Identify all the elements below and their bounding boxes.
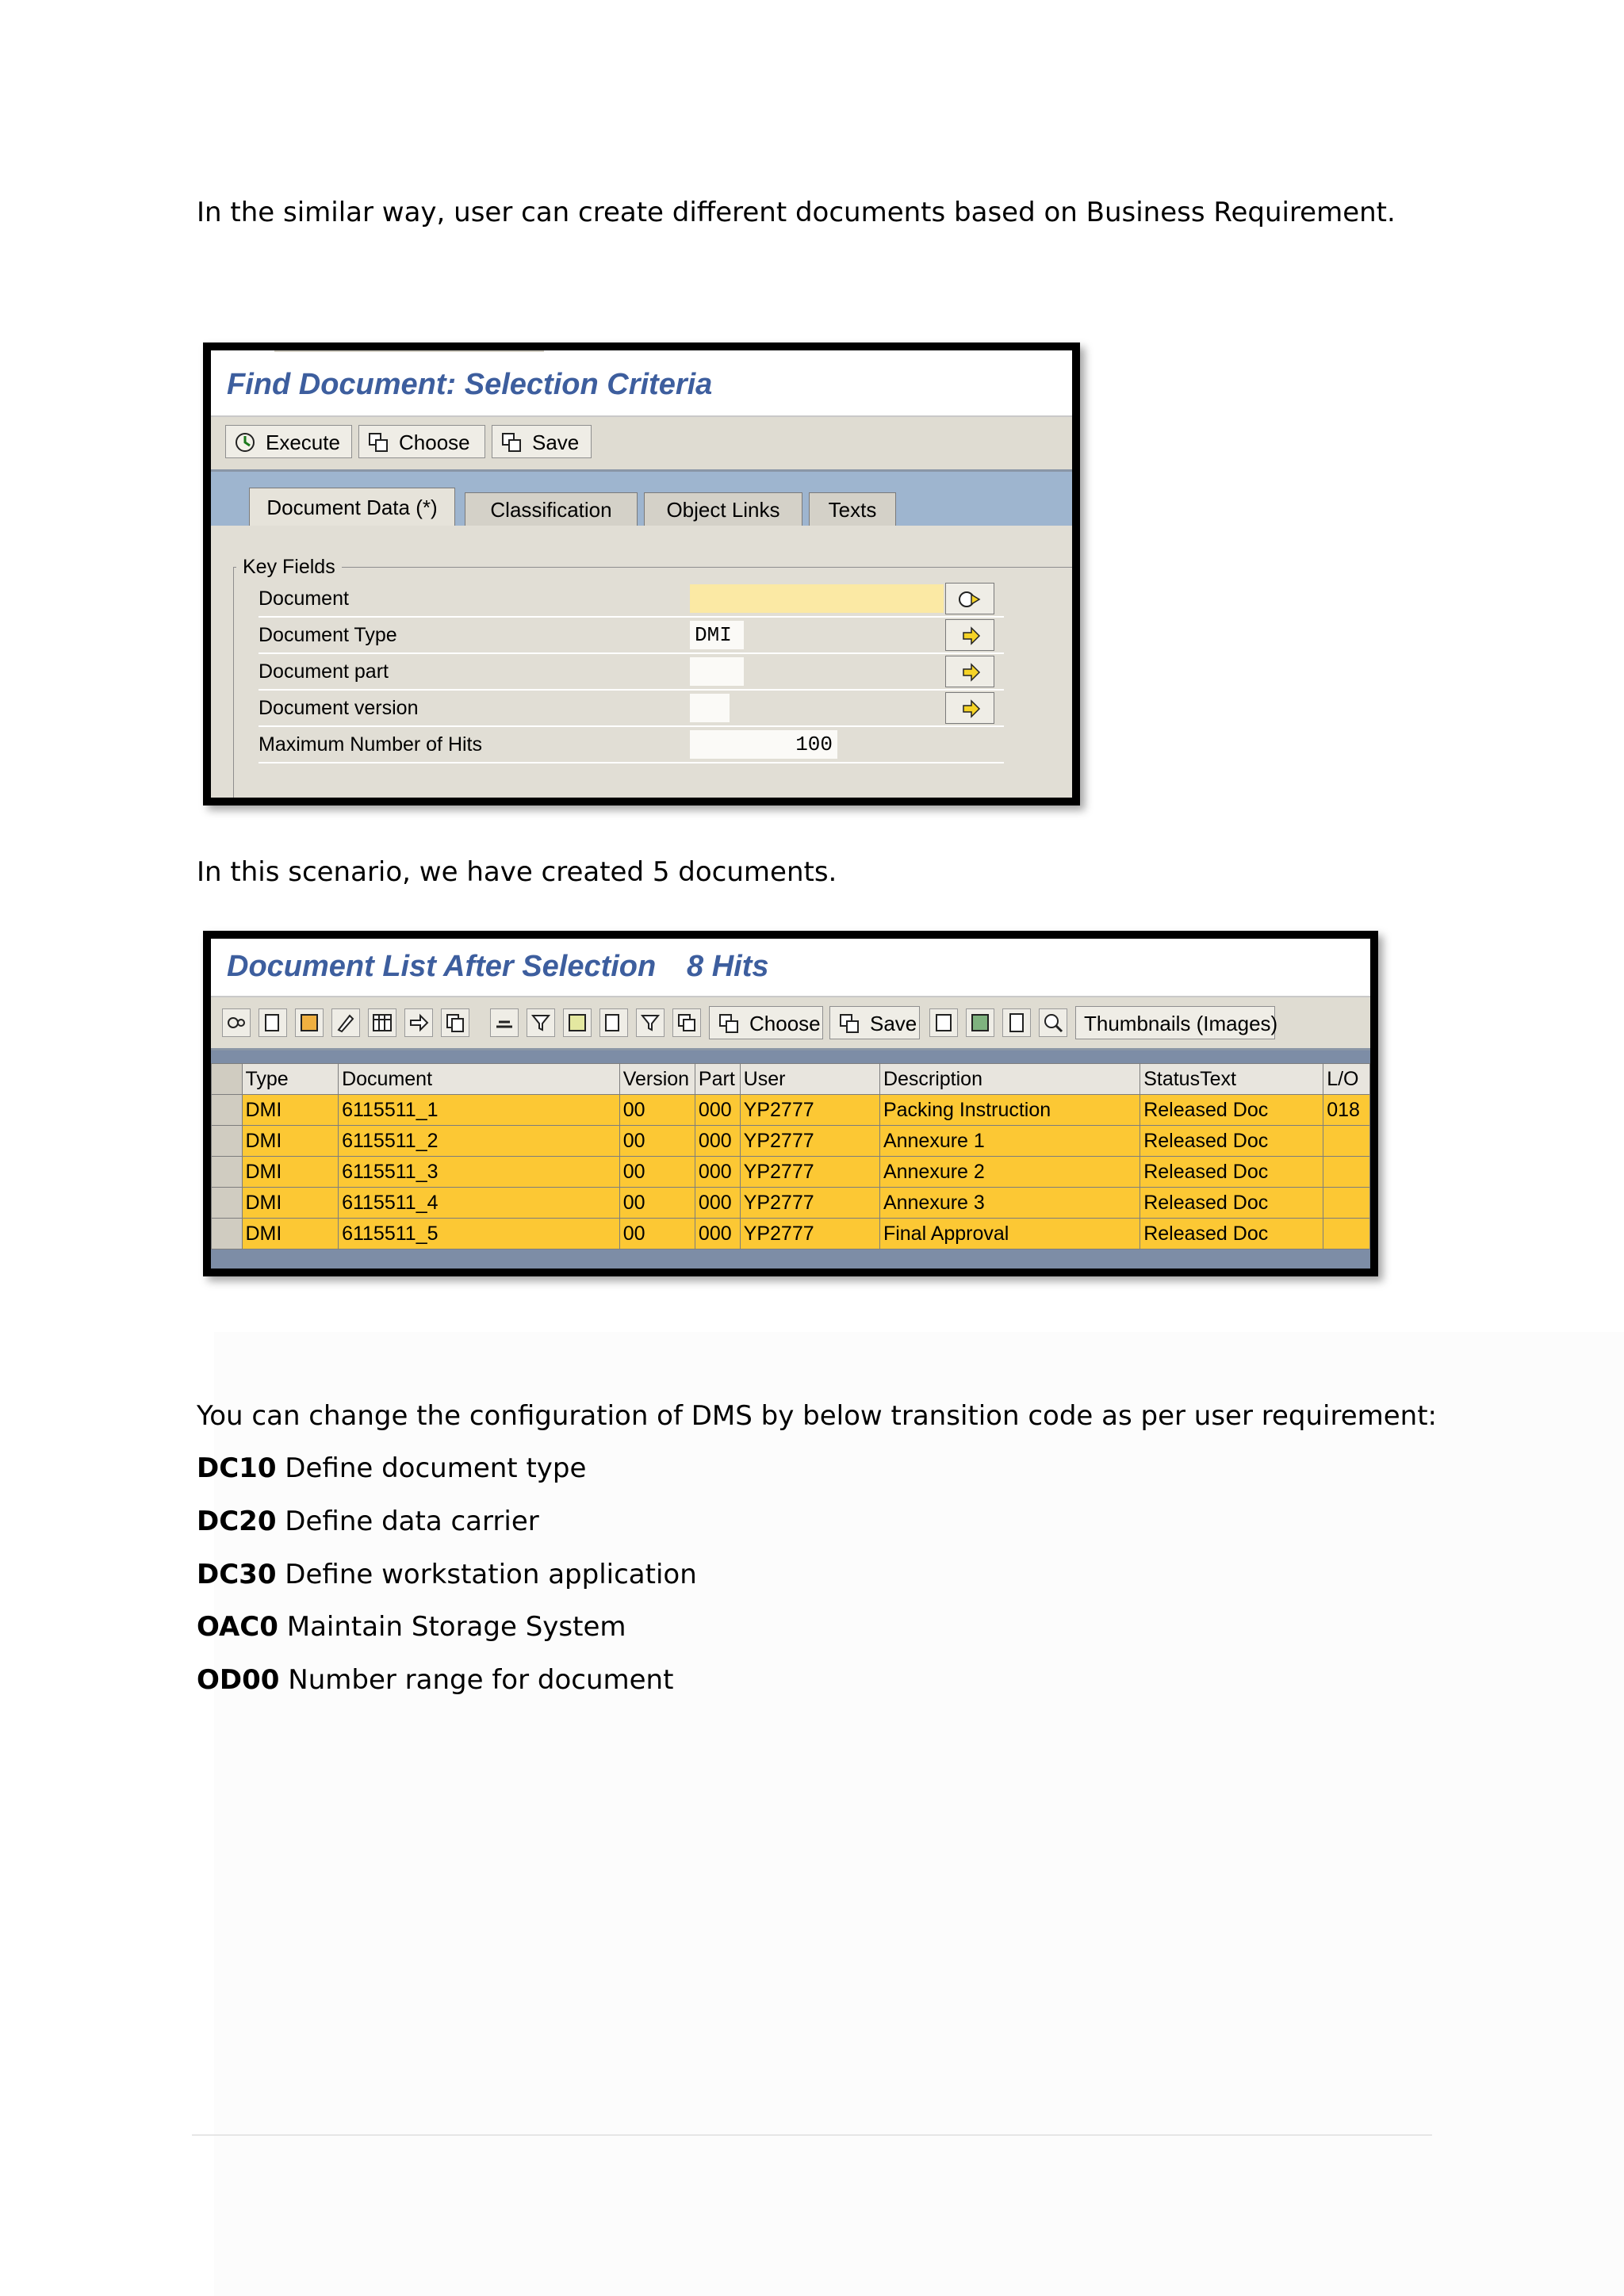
max-hits-input[interactable] (690, 730, 837, 759)
save-icon (838, 1012, 860, 1035)
cell-description: Packing Instruction (879, 1095, 1139, 1126)
export-icon[interactable] (599, 1008, 628, 1037)
layout-icon[interactable] (563, 1008, 592, 1037)
transaction-item (197, 1506, 539, 1537)
column-header-version[interactable]: Version (619, 1064, 695, 1095)
field-row-document-version (259, 691, 1004, 727)
max-hits-label: Maximum Number of Hits (259, 733, 482, 756)
transaction-item (197, 1559, 697, 1590)
cell-user: YP2777 (740, 1219, 879, 1249)
cell-version: 00 (619, 1219, 695, 1249)
choose-icon (718, 1012, 740, 1035)
cell-document[interactable]: 6115511_4 (339, 1188, 620, 1219)
change-pencil-icon[interactable] (331, 1008, 360, 1037)
document-hit-list-table (211, 1063, 1370, 1249)
page-title: Find Document: Selection Criteria (227, 368, 713, 401)
cell-part: 000 (695, 1219, 740, 1249)
cell-version: 00 (619, 1126, 695, 1157)
intro-paragraph: In the similar way, user can create different documents based on Business Requirement. (197, 197, 1396, 228)
cell-user: YP2777 (740, 1095, 879, 1126)
cell-statustext: Released Doc (1140, 1157, 1323, 1188)
execute-button[interactable] (225, 425, 352, 458)
table-row[interactable] (212, 1126, 1370, 1157)
detail-icon[interactable] (222, 1008, 251, 1037)
cell-document[interactable]: 6115511_1 (339, 1095, 620, 1126)
document-type-multiple-selection-button[interactable] (945, 619, 994, 651)
document-part-input[interactable] (690, 657, 744, 686)
document-list-titlebar (211, 939, 1370, 997)
transaction-code: OD00 (197, 1664, 280, 1696)
application-toolbar (211, 417, 1072, 472)
transaction-code: DC30 (197, 1559, 277, 1590)
table-row[interactable] (212, 1219, 1370, 1249)
cell-version: 00 (619, 1188, 695, 1219)
field-row-document (259, 581, 1004, 618)
transaction-description: Define document type (276, 1452, 587, 1484)
document-part-multiple-selection-button[interactable] (945, 656, 994, 687)
cell-lo: 018 (1323, 1095, 1370, 1126)
multiple-selection-icon (959, 698, 982, 720)
tab-strip (211, 472, 1072, 526)
save-label: Save (532, 430, 580, 454)
document-version-input[interactable] (690, 694, 730, 722)
transaction-item (197, 1611, 626, 1643)
transaction-description: Number range for document (279, 1664, 674, 1696)
filter-icon[interactable] (527, 1008, 555, 1037)
save-button[interactable] (492, 425, 592, 458)
cell-type: DMI (242, 1126, 339, 1157)
sort-icon[interactable] (490, 1008, 519, 1037)
cell-version: 00 (619, 1157, 695, 1188)
document-input[interactable] (690, 584, 944, 613)
column-header-part[interactable]: Part (695, 1064, 740, 1095)
cell-description: Annexure 2 (879, 1157, 1139, 1188)
table-row[interactable] (212, 1157, 1370, 1188)
row-selector[interactable] (212, 1188, 243, 1219)
cell-part: 000 (695, 1126, 740, 1157)
field-row-document-type (259, 618, 1004, 654)
cell-lo (1323, 1188, 1370, 1219)
column-header-document[interactable]: Document (339, 1064, 620, 1095)
document-version-label: Document version (259, 697, 419, 719)
transaction-code: OAC0 (197, 1611, 278, 1643)
copy-icon[interactable] (441, 1008, 469, 1037)
cell-type: DMI (242, 1157, 339, 1188)
choose-button[interactable] (358, 425, 485, 458)
cell-lo (1323, 1157, 1370, 1188)
cell-statustext: Released Doc (1140, 1095, 1323, 1126)
column-header-statustext[interactable]: StatusText (1140, 1064, 1323, 1095)
document-multiple-selection-button[interactable] (945, 583, 994, 614)
transaction-item (197, 1452, 586, 1484)
thumbnails-button[interactable]: Thumbnails (Images) (1075, 1006, 1275, 1039)
cell-document[interactable]: 6115511_3 (339, 1157, 620, 1188)
column-header-description[interactable]: Description (879, 1064, 1139, 1095)
column-header-lo[interactable]: L/O (1323, 1064, 1370, 1095)
views-icon[interactable] (672, 1008, 701, 1037)
field-row-max-hits (259, 727, 1004, 763)
list-toolbar (211, 997, 1370, 1050)
cell-statustext: Released Doc (1140, 1126, 1323, 1157)
document-part-label: Document part (259, 660, 389, 683)
choose-button[interactable] (709, 1006, 823, 1039)
check-out-icon[interactable] (966, 1008, 994, 1037)
cell-lo (1323, 1126, 1370, 1157)
cell-description: Annexure 1 (879, 1126, 1139, 1157)
cell-description: Final Approval (879, 1219, 1139, 1249)
originals-icon[interactable] (929, 1008, 958, 1037)
cell-document[interactable]: 6115511_5 (339, 1219, 620, 1249)
cell-statustext: Released Doc (1140, 1188, 1323, 1219)
execute-label: Execute (266, 430, 340, 454)
row-selector[interactable] (212, 1126, 243, 1157)
page-title: Document List After Selection (227, 950, 657, 983)
cell-lo (1323, 1219, 1370, 1249)
display-document-icon[interactable] (295, 1008, 324, 1037)
choose-label: Choose (749, 1012, 821, 1035)
field-row-document-part (259, 654, 1004, 691)
multiple-selection-icon (959, 625, 982, 647)
save-label: Save (870, 1012, 917, 1035)
hit-list-grid (211, 1050, 1370, 1269)
cell-statustext: Released Doc (1140, 1219, 1323, 1249)
transaction-code: DC10 (197, 1452, 277, 1484)
tab-texts[interactable]: Texts (809, 492, 896, 526)
tab-document-data[interactable]: Document Data (*) (249, 488, 455, 526)
transaction-description: Define workstation application (276, 1559, 697, 1590)
row-selector[interactable] (212, 1095, 243, 1126)
viewer-icon[interactable] (1039, 1008, 1067, 1037)
cell-part: 000 (695, 1095, 740, 1126)
hits-count: 8 Hits (687, 950, 769, 983)
multiple-selection-icon (959, 661, 982, 683)
document-version-multiple-selection-button[interactable] (945, 692, 994, 724)
cell-type: DMI (242, 1188, 339, 1219)
select-all-icon[interactable] (212, 1064, 243, 1095)
tab-object-links[interactable]: Object Links (644, 492, 802, 526)
document-label: Document (259, 587, 349, 610)
key-fields-rows (259, 581, 1072, 771)
execute-icon (234, 431, 256, 453)
cell-user: YP2777 (740, 1126, 879, 1157)
save-icon (500, 431, 523, 453)
choose-icon (367, 431, 389, 453)
choose-label: Choose (399, 430, 470, 454)
table-row[interactable] (212, 1188, 1370, 1219)
row-selector[interactable] (212, 1157, 243, 1188)
document-type-label: Document Type (259, 624, 397, 646)
cell-description: Annexure 3 (879, 1188, 1139, 1219)
row-selector[interactable] (212, 1219, 243, 1249)
document-type-input[interactable] (690, 621, 744, 649)
footer-divider (192, 2134, 1432, 2136)
find-document-screenshot (203, 342, 1080, 806)
table-icon[interactable] (368, 1008, 396, 1037)
calculator-icon[interactable] (1002, 1008, 1031, 1037)
cell-type: DMI (242, 1219, 339, 1249)
filter-set-icon[interactable] (636, 1008, 665, 1037)
tab-classification[interactable]: Classification (465, 492, 638, 526)
multiple-selection-icon (959, 588, 982, 610)
config-intro-paragraph: You can change the configuration of DMS by below transition code as per user requirement: (197, 1400, 1437, 1432)
cell-part: 000 (695, 1157, 740, 1188)
key-fields-label: Key Fields (236, 556, 342, 579)
cell-user: YP2777 (740, 1188, 879, 1219)
cell-version: 00 (619, 1095, 695, 1126)
column-header-user[interactable]: User (740, 1064, 879, 1095)
cell-document[interactable]: 6115511_2 (339, 1126, 620, 1157)
print-icon[interactable] (259, 1008, 287, 1037)
cell-user: YP2777 (740, 1157, 879, 1188)
transaction-description: Define data carrier (276, 1506, 539, 1537)
document-list-screenshot (203, 931, 1378, 1276)
cell-part: 000 (695, 1188, 740, 1219)
transaction-description: Maintain Storage System (278, 1611, 626, 1643)
save-button[interactable] (829, 1006, 920, 1039)
find-document-titlebar (211, 350, 1072, 417)
cell-type: DMI (242, 1095, 339, 1126)
transaction-code: DC20 (197, 1506, 277, 1537)
scenario-paragraph: In this scenario, we have created 5 documents. (197, 856, 837, 888)
document-data-panel (211, 526, 1072, 798)
transfer-icon[interactable] (404, 1008, 433, 1037)
column-header-type[interactable]: Type (242, 1064, 339, 1095)
table-row[interactable] (212, 1095, 1370, 1126)
transaction-item (197, 1664, 673, 1696)
table-header-row (212, 1064, 1370, 1095)
